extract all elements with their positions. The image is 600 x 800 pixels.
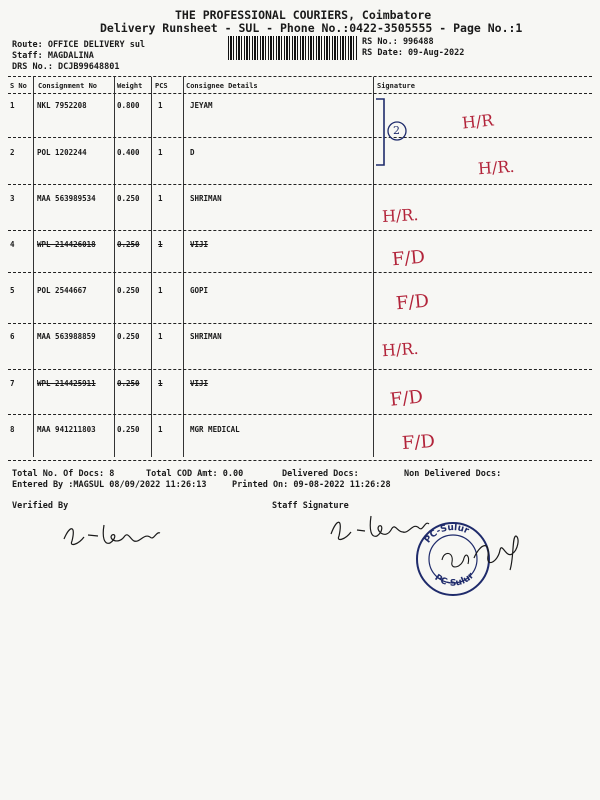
row-sno: 7 bbox=[10, 379, 15, 388]
row-pcs: 1 bbox=[158, 194, 163, 203]
signature-mark: H/R. bbox=[381, 338, 420, 361]
runsheet-subtitle: Delivery Runsheet - SUL - Phone No.:0422-3505555 - Page No.:1 bbox=[100, 21, 523, 35]
svg-text:PC-Sulur bbox=[423, 523, 471, 545]
col-header-consignment: Consignment No bbox=[38, 82, 98, 90]
row-consignment: WPL 214425911 bbox=[37, 379, 96, 388]
total-docs: Total No. Of Docs: 8 bbox=[12, 469, 115, 479]
row-sno: 2 bbox=[10, 148, 15, 157]
total-cod: Total COD Amt: 0.00 bbox=[146, 469, 244, 479]
row-consignment: WPL 214426018 bbox=[37, 240, 96, 249]
row-weight: 0.800 bbox=[117, 101, 140, 110]
route-label: Route: OFFICE DELIVERY sul bbox=[12, 40, 146, 50]
row-sno: 8 bbox=[10, 425, 15, 434]
signature-mark: H/R bbox=[461, 110, 495, 133]
row-rule bbox=[8, 184, 592, 185]
row-consignment: POL 2544667 bbox=[37, 286, 87, 295]
row-weight: 0.250 bbox=[117, 425, 140, 434]
entered-by: Entered By :MAGSUL 08/09/2022 11:26:13 bbox=[12, 480, 207, 490]
row-rule bbox=[8, 272, 592, 273]
row-consignment: MAA 563988859 bbox=[37, 332, 96, 341]
row-rule bbox=[8, 323, 592, 324]
row-consignee: MGR MEDICAL bbox=[190, 425, 240, 434]
row-consignee: JEYAM bbox=[190, 101, 213, 110]
delivered-docs: Delivered Docs: bbox=[282, 469, 359, 479]
non-delivered-docs: Non Delivered Docs: bbox=[404, 469, 502, 479]
signature-mark: F/D bbox=[395, 290, 430, 315]
signature-mark: F/D bbox=[401, 430, 436, 455]
col-divider bbox=[183, 77, 184, 457]
bracket-mark bbox=[368, 95, 408, 175]
signature-mark: F/D bbox=[388, 386, 425, 411]
stamp-signature-flourish bbox=[470, 528, 530, 578]
row-rule bbox=[8, 230, 592, 231]
row-pcs: 1 bbox=[158, 240, 163, 249]
rs-number: RS No.: 996488 bbox=[362, 37, 434, 47]
row-consignee: VIJI bbox=[190, 379, 209, 388]
col-divider bbox=[114, 77, 115, 457]
drs-number: DRS No.: DCJB99648801 bbox=[12, 62, 120, 72]
col-header-sno: S No bbox=[10, 82, 27, 90]
row-sno: 1 bbox=[10, 101, 15, 110]
printed-on: Printed On: 09-08-2022 11:26:28 bbox=[232, 480, 391, 490]
row-sno: 6 bbox=[10, 332, 15, 341]
col-header-weight: Weight bbox=[117, 82, 143, 90]
row-pcs: 1 bbox=[158, 286, 163, 295]
col-header-consignee: Consignee Details bbox=[186, 82, 258, 90]
row-consignment: NKL 7952208 bbox=[37, 101, 87, 110]
stamp-text: PC-Sulur bbox=[422, 522, 471, 546]
row-consignment: POL 1202244 bbox=[37, 148, 87, 157]
table-top-rule bbox=[8, 76, 592, 77]
row-rule bbox=[8, 137, 592, 138]
row-weight: 0.250 bbox=[117, 240, 140, 249]
rs-date: RS Date: 09-Aug-2022 bbox=[362, 48, 465, 58]
row-pcs: 1 bbox=[158, 425, 163, 434]
row-consignee: SHRIMAN bbox=[190, 332, 222, 341]
signature-mark: F/D bbox=[391, 246, 426, 271]
row-pcs: 1 bbox=[158, 379, 163, 388]
row-pcs: 1 bbox=[158, 332, 163, 341]
row-rule bbox=[8, 369, 592, 370]
verifier-signature bbox=[58, 515, 168, 555]
row-pcs: 1 bbox=[158, 101, 163, 110]
row-pcs: 1 bbox=[158, 148, 163, 157]
row-weight: 0.250 bbox=[117, 194, 140, 203]
col-divider bbox=[33, 77, 34, 457]
row-consignee: D bbox=[190, 148, 195, 157]
signature-mark: H/R. bbox=[381, 205, 419, 226]
staff-signature-label: Staff Signature bbox=[272, 501, 349, 511]
row-sno: 3 bbox=[10, 194, 15, 203]
row-consignee: VIJI bbox=[190, 240, 209, 249]
col-divider bbox=[151, 77, 152, 457]
table-header-rule bbox=[8, 93, 592, 94]
signature-mark: H/R. bbox=[477, 156, 516, 179]
barcode bbox=[228, 36, 358, 60]
row-consignment: MAA 941211803 bbox=[37, 425, 96, 434]
row-weight: 0.400 bbox=[117, 148, 140, 157]
row-weight: 0.250 bbox=[117, 332, 140, 341]
circled-note: 2 bbox=[393, 124, 400, 137]
row-rule bbox=[8, 414, 592, 415]
verified-by-label: Verified By bbox=[12, 501, 69, 511]
company-title: THE PROFESSIONAL COURIERS, Coimbatore bbox=[175, 8, 432, 22]
svg-text:PC-Sulur: PC-Sulur bbox=[432, 571, 477, 589]
row-consignee: SHRIMAN bbox=[190, 194, 222, 203]
row-rule bbox=[8, 460, 592, 461]
row-sno: 4 bbox=[10, 240, 15, 249]
row-weight: 0.250 bbox=[117, 286, 140, 295]
row-weight: 0.250 bbox=[117, 379, 140, 388]
row-consignee: GOPI bbox=[190, 286, 209, 295]
row-sno: 5 bbox=[10, 286, 15, 295]
row-consignment: MAA 563989534 bbox=[37, 194, 96, 203]
col-header-signature: Signature bbox=[377, 82, 415, 90]
staff-label: Staff: MAGDALINA bbox=[12, 51, 94, 61]
col-header-pcs: PCS bbox=[155, 82, 168, 90]
